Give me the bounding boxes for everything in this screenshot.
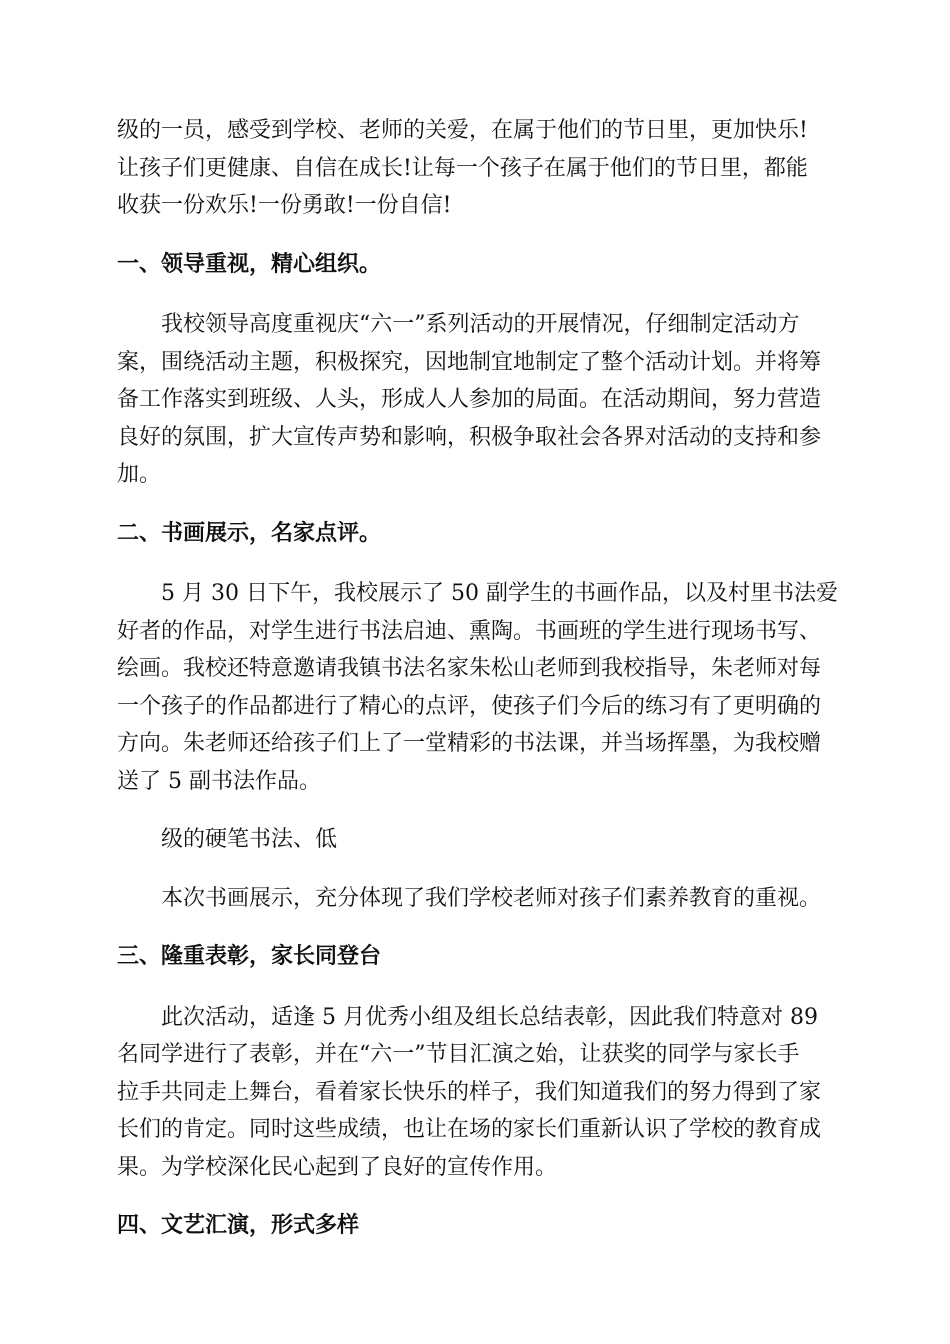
- text-line: 级的一员，感受到学校、老师的关爱，在属于他们的节日里，更加快乐!: [117, 118, 808, 143]
- text-line: 加。: [117, 462, 162, 487]
- text-line: 5 月 30 日下午，我校展示了 50 副学生的书画作品，以及村里书法爱: [161, 581, 838, 606]
- text-line: 方向。朱老师还给孩子们上了一堂精彩的书法课，并当场挥墨，为我校赠: [117, 731, 822, 756]
- text-line: 送了 5 副书法作品。: [117, 768, 321, 794]
- section-heading-2: 二、书画展示，名家点评。: [117, 519, 382, 546]
- text-line: 良好的氛围，扩大宣传声势和影响，积极争取社会各界对活动的支持和参: [117, 424, 822, 450]
- document-page: [117, 112, 837, 1245]
- text-line: 备工作落实到班级、人头，形成人人参加的局面。在活动期间，努力营造: [117, 387, 822, 412]
- section-2-paragraph: [117, 575, 837, 800]
- text-line: 长们的肯定。同时这些成绩，也让在场的家长们重新认识了学校的教育成: [117, 1117, 822, 1142]
- text-line: 好者的作品，对学生进行书法启迪、熏陶。书画班的学生进行现场书写、: [117, 618, 822, 644]
- section-2-summary: [117, 880, 837, 918]
- text-line: 果。为学校深化民心起到了良好的宣传作用。: [117, 1154, 558, 1180]
- section-heading-3: 三、隆重表彰，家长同登台: [117, 943, 382, 969]
- text-line: 收获一份欢乐!一份勇敢!一份自信!: [117, 193, 452, 218]
- text-line: 我校领导高度重视庆“六一”系列活动的开展情况，仔细制定活动方: [161, 312, 800, 337]
- text-line: 让孩子们更健康、自信在成长!让每一个孩子在属于他们的节日里，都能: [117, 155, 808, 181]
- text-line: 名同学进行了表彰，并在“六一”节目汇演之始，让获奖的同学与家长手: [117, 1042, 800, 1067]
- text-line: 一个孩子的作品都进行了精心的点评，使孩子们今后的练习有了更明确的: [117, 693, 822, 719]
- text-line: 本次书画展示，充分体现了我们学校老师对孩子们素养教育的重视。: [161, 885, 822, 911]
- section-3-paragraph: [117, 999, 837, 1187]
- intro-paragraph: [117, 112, 837, 225]
- text-line: 拉手共同走上舞台，看着家长快乐的样子，我们知道我们的努力得到了家: [117, 1079, 822, 1105]
- section-2-fragment: [117, 821, 837, 859]
- text-line: 案，围绕活动主题，积极探究，因地制宜地制定了整个活动计划。并将筹: [117, 349, 822, 375]
- text-line: 绘画。我校还特意邀请我镇书法名家朱松山老师到我校指导，朱老师对每: [117, 656, 822, 681]
- section-1-paragraph: [117, 306, 837, 494]
- section-heading-1: 一、领导重视，精心组织。: [117, 250, 382, 277]
- text-line: 此次活动，适逢 5 月优秀小组及组长总结表彰，因此我们特意对 89: [161, 1004, 818, 1030]
- text-line: 级的硬笔书法、低: [161, 827, 338, 852]
- section-heading-4: 四、文艺汇演，形式多样: [117, 1212, 360, 1238]
